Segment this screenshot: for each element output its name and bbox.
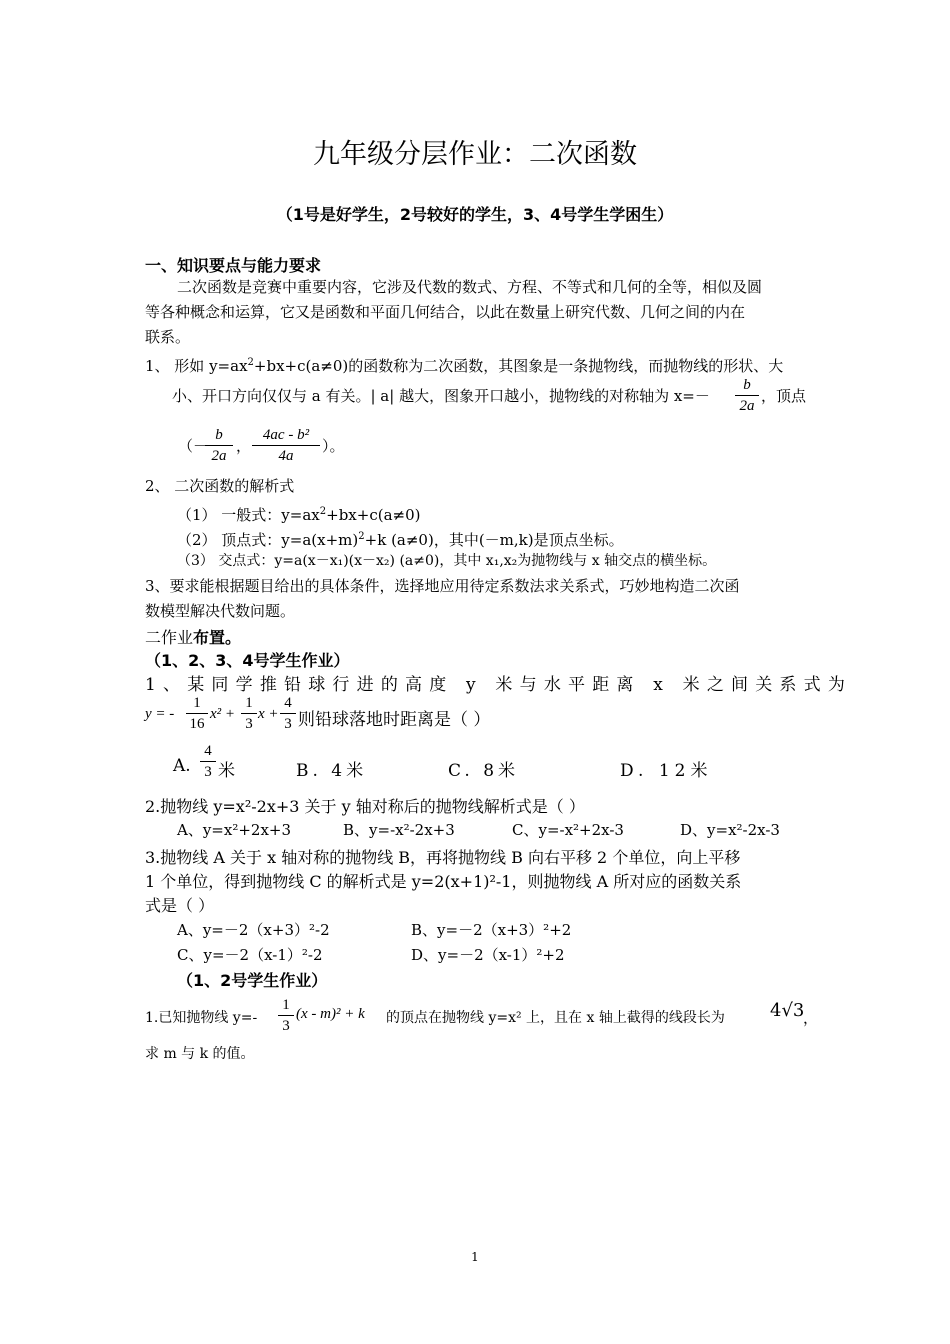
- fraction-denominator: 3: [204, 764, 212, 780]
- problem-1-prefix: 1.已知抛物线 y=-: [145, 1010, 258, 1026]
- q1-fraction-1: [186, 694, 208, 734]
- vertex-x-fraction: [205, 426, 233, 466]
- section-heading-knowledge: 一、知识要点与能力要求: [145, 256, 322, 275]
- form-vertex-b: +k (a≠0)，其中(－m,k)是顶点坐标。: [364, 531, 624, 549]
- form-vertex-a: （2） 顶点式：y=a(x+m): [177, 531, 359, 549]
- point-1-line-2: 小、开口方向仅仅与 a 有关。| a| 越大，图象开口越小，抛物线的对称轴为 x=－: [172, 387, 710, 405]
- section-heading-homework: [145, 625, 241, 648]
- fraction-denominator: 2a: [211, 448, 227, 464]
- question-1-line-1: 1、某同学推铅球行进的高度 y 米与水平距离 x 米之间关系式为: [145, 675, 853, 695]
- problem-1-fraction: [278, 996, 294, 1036]
- q1-fraction-2: [241, 694, 257, 734]
- page-title: 九年级分层作业：二次函数: [313, 139, 637, 170]
- vertex-label: ，顶点: [761, 387, 807, 405]
- fraction-denominator: 4a: [278, 448, 294, 464]
- intro-line-3: 联系。: [145, 328, 191, 346]
- question-3-line-1: 3.抛物线 A 关于 x 轴对称的抛物线 B，再将抛物线 B 向右平移 2 个单位，向上平移: [145, 848, 741, 867]
- q2-option-b: B、y=-x²-2x+3: [343, 821, 455, 839]
- q1-eq-x: x +: [258, 706, 279, 722]
- vertex-open-paren: （－: [178, 437, 209, 455]
- group-heading-top: （1、2号学生作业）: [177, 971, 328, 990]
- form-intercept: （3） 交点式：y=a(x－x₁)(x－x₂) (a≠0)，其中 x₁,x₂为抛物线与 x 轴交点的横坐标。: [177, 553, 717, 569]
- fraction-denominator: 2a: [739, 398, 755, 414]
- q1-option-b: B. 4米: [296, 761, 368, 781]
- problem-1-line-2: 求 m 与 k 的值。: [145, 1046, 255, 1062]
- page-number: 1: [471, 1250, 479, 1264]
- point-2: 2、 二次函数的解析式: [145, 477, 295, 495]
- problem-1-text: 的顶点在抛物线 y=x² 上，且在 x 轴上截得的线段长为: [386, 1010, 725, 1026]
- fraction-numerator: b: [735, 376, 759, 396]
- problem-1-expression: (x - m)² + k: [296, 1006, 365, 1022]
- superscript: 2: [358, 531, 365, 542]
- fraction-denominator: 3: [282, 1018, 290, 1034]
- fraction-denominator: 16: [189, 716, 205, 732]
- form-general-a: （1） 一般式：y=ax: [177, 506, 320, 524]
- question-3-line-3: 式是（ ）: [145, 896, 215, 915]
- point-1-text-a: 1、 形如 y=ax: [145, 357, 248, 375]
- fraction-denominator: 3: [245, 716, 253, 732]
- fraction-denominator: 3: [284, 716, 292, 732]
- vertex-close-paren: ）。: [322, 437, 345, 455]
- axis-fraction: [735, 376, 759, 416]
- point-1-line-1: [145, 350, 783, 379]
- q2-option-d: D、y=x²-2x-3: [680, 821, 780, 839]
- group-heading-all: （1、2、3、4号学生作业）: [145, 651, 350, 670]
- point-1-text-b: +bx+c(a≠0)的函数称为二次函数，其图象是一条抛物线，而抛物线的形状、大: [253, 357, 784, 375]
- q2-option-c: C、y=-x²+2x-3: [512, 821, 624, 839]
- q3-option-a: A、y=－2（x+3）²-2: [177, 921, 330, 939]
- superscript: 2: [319, 506, 327, 517]
- fraction-numerator: 4: [280, 694, 296, 714]
- q3-option-b: B、y=－2（x+3）²+2: [411, 921, 572, 939]
- intro-line-1: 二次函数是竞赛中重要内容，它涉及代数的数式、方程、不等式和几何的全等，相似及圆: [177, 278, 763, 296]
- point-3-line-1: 3、要求能根据题目给出的具体条件，选择地应用待定系数法求关系式，巧妙地构造二次函: [145, 577, 740, 595]
- intro-line-2: 等各种概念和运算，它又是函数和平面几何结合，以此在数量上研究代数、几何之间的内在: [145, 303, 746, 321]
- q1-option-a-unit: 米: [218, 761, 235, 781]
- q3-option-c: C、y=－2（x-1）²-2: [177, 946, 323, 964]
- vertex-y-fraction: [252, 426, 320, 466]
- problem-1-comma: ，: [803, 1009, 819, 1027]
- problem-1-length: 4√3: [770, 1000, 805, 1021]
- fraction-numerator: 1: [278, 996, 294, 1016]
- fraction-numerator: b: [205, 426, 233, 446]
- q1-fraction-3: [280, 694, 296, 734]
- q1-tail: 则铅球落地时距离是（ ）: [298, 710, 491, 730]
- q3-option-d: D、y=－2（x-1）²+2: [411, 946, 565, 964]
- q2-option-a: A、y=x²+2x+3: [177, 821, 292, 839]
- fraction-numerator: 4: [200, 742, 216, 762]
- q1-eq-y: y = -: [145, 706, 175, 722]
- superscript: 2: [247, 357, 254, 368]
- homework-heading-a: 二作业: [145, 628, 194, 647]
- homework-heading-b: 布置。: [193, 628, 242, 647]
- q1-option-c: C. 8米: [448, 761, 520, 781]
- fraction-numerator: 1: [186, 694, 208, 714]
- fraction-numerator: 4ac - b²: [252, 426, 320, 446]
- page-subtitle: （1号是好学生，2号较好的学生，3、4号学生学困生）: [276, 205, 674, 224]
- fraction-numerator: 1: [241, 694, 257, 714]
- q1-option-d: D. 12米: [620, 761, 713, 781]
- vertex-comma: ，: [236, 437, 252, 455]
- q1-option-a-fraction: [200, 742, 216, 782]
- question-2: 2.抛物线 y=x²-2x+3 关于 y 轴对称后的抛物线解析式是（ ）: [145, 797, 585, 816]
- form-general-b: +bx+c(a≠0): [326, 506, 421, 524]
- point-3-line-2: 数模型解决代数问题。: [145, 602, 296, 620]
- question-3-line-2: 1 个单位，得到抛物线 C 的解析式是 y=2(x+1)²-1，则抛物线 A 所对应的函数关系: [145, 872, 742, 891]
- q1-option-a-label: A.: [173, 756, 191, 776]
- q1-eq-x2: x² +: [210, 706, 236, 722]
